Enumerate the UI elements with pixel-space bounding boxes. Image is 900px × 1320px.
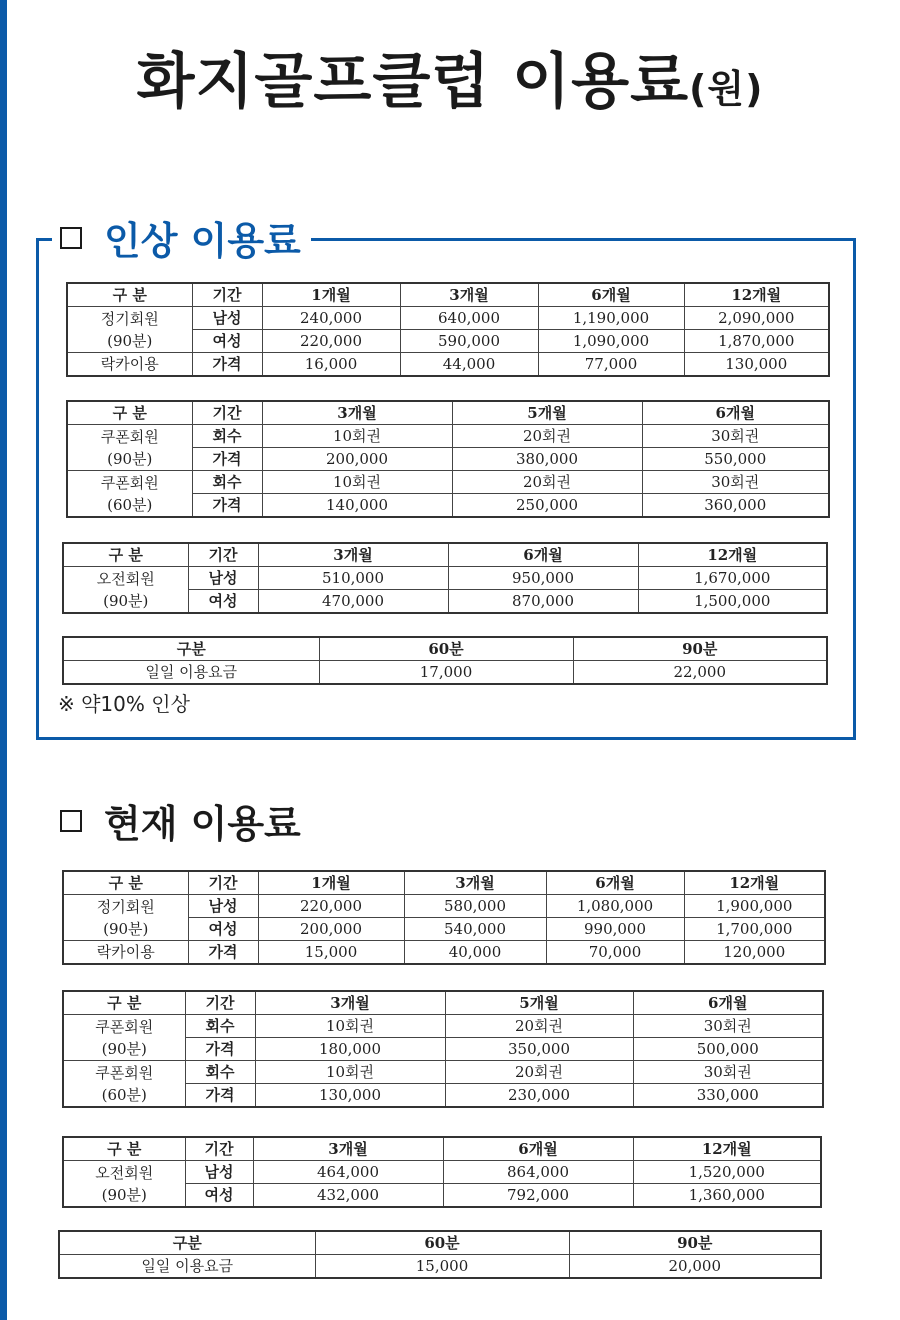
value-cell: 220,000 bbox=[262, 330, 400, 353]
value-cell: 464,000 bbox=[253, 1161, 443, 1184]
value-cell: 864,000 bbox=[443, 1161, 633, 1184]
type-cell: 가격 bbox=[192, 448, 262, 471]
header-cell: 3개월 bbox=[253, 1137, 443, 1161]
row-label-regular: 정기회원 (90분) bbox=[67, 307, 192, 353]
header-cell: 12개월 bbox=[684, 283, 829, 307]
header-cell: 기간 bbox=[188, 543, 258, 567]
value-cell: 120,000 bbox=[684, 941, 825, 965]
header-cell: 구 분 bbox=[63, 991, 185, 1015]
new-daily-fee-table bbox=[62, 636, 828, 685]
header-cell: 구 분 bbox=[63, 543, 188, 567]
value-cell: 230,000 bbox=[445, 1084, 633, 1108]
value-cell: 200,000 bbox=[262, 448, 452, 471]
new-coupon-fee-table bbox=[66, 400, 830, 518]
value-cell: 15,000 bbox=[258, 941, 404, 965]
value-cell: 180,000 bbox=[255, 1038, 445, 1061]
value-cell: 990,000 bbox=[546, 918, 684, 941]
row-label-locker: 락카이용 bbox=[67, 353, 192, 377]
header-cell: 구 분 bbox=[63, 871, 188, 895]
header-cell: 6개월 bbox=[633, 991, 823, 1015]
gender-cell: 남성 bbox=[188, 895, 258, 918]
checkbox-icon bbox=[60, 227, 82, 249]
header-cell: 구 분 bbox=[67, 283, 192, 307]
value-cell: 250,000 bbox=[452, 494, 642, 518]
left-accent-bar bbox=[0, 0, 7, 1320]
current-morning-fee-table bbox=[62, 1136, 822, 1208]
value-cell: 432,000 bbox=[253, 1184, 443, 1208]
value-cell: 30회권 bbox=[642, 425, 829, 448]
header-cell: 60분 bbox=[315, 1231, 569, 1255]
value-cell: 130,000 bbox=[255, 1084, 445, 1108]
current-coupon-fee-table bbox=[62, 990, 824, 1108]
type-cell: 가격 bbox=[185, 1038, 255, 1061]
current-member-fee-table bbox=[62, 870, 826, 965]
row-label-morning: 오전회원 (90분) bbox=[63, 1161, 185, 1208]
header-cell: 1개월 bbox=[258, 871, 404, 895]
gender-cell: 남성 bbox=[188, 567, 258, 590]
value-cell: 1,520,000 bbox=[633, 1161, 821, 1184]
value-cell: 870,000 bbox=[448, 590, 638, 614]
value-cell: 1,870,000 bbox=[684, 330, 829, 353]
title-unit: (원) bbox=[689, 67, 764, 111]
header-cell: 3개월 bbox=[400, 283, 538, 307]
header-cell: 90분 bbox=[569, 1231, 821, 1255]
value-cell: 1,670,000 bbox=[638, 567, 827, 590]
type-cell: 가격 bbox=[192, 353, 262, 377]
row-label-daily: 일일 이용요금 bbox=[63, 661, 319, 685]
header-cell: 90분 bbox=[573, 637, 827, 661]
value-cell: 360,000 bbox=[642, 494, 829, 518]
value-cell: 792,000 bbox=[443, 1184, 633, 1208]
value-cell: 10회권 bbox=[255, 1061, 445, 1084]
value-cell: 1,500,000 bbox=[638, 590, 827, 614]
row-label-coupon-60: 쿠폰회원 (60분) bbox=[67, 471, 192, 518]
header-cell: 12개월 bbox=[684, 871, 825, 895]
row-label-morning: 오전회원 (90분) bbox=[63, 567, 188, 614]
header-cell: 1개월 bbox=[262, 283, 400, 307]
type-cell: 회수 bbox=[185, 1015, 255, 1038]
value-cell: 1,080,000 bbox=[546, 895, 684, 918]
type-cell: 가격 bbox=[185, 1084, 255, 1108]
header-cell: 구분 bbox=[59, 1231, 315, 1255]
value-cell: 30회권 bbox=[633, 1061, 823, 1084]
type-cell: 가격 bbox=[192, 494, 262, 518]
value-cell: 20회권 bbox=[445, 1061, 633, 1084]
header-cell: 6개월 bbox=[642, 401, 829, 425]
value-cell: 130,000 bbox=[684, 353, 829, 377]
header-cell: 3개월 bbox=[258, 543, 448, 567]
increase-note: ※ 약10% 인상 bbox=[58, 692, 190, 716]
type-cell: 회수 bbox=[192, 425, 262, 448]
row-label-daily: 일일 이용요금 bbox=[59, 1255, 315, 1279]
value-cell: 10회권 bbox=[262, 425, 452, 448]
current-fee-heading: 현재 이용료 bbox=[52, 793, 311, 848]
value-cell: 240,000 bbox=[262, 307, 400, 330]
header-cell: 60분 bbox=[319, 637, 573, 661]
value-cell: 550,000 bbox=[642, 448, 829, 471]
row-label-coupon-90: 쿠폰회원 (90분) bbox=[63, 1015, 185, 1061]
header-cell: 3개월 bbox=[262, 401, 452, 425]
value-cell: 1,090,000 bbox=[538, 330, 684, 353]
new-morning-fee-table bbox=[62, 542, 828, 614]
value-cell: 22,000 bbox=[573, 661, 827, 685]
value-cell: 20회권 bbox=[452, 471, 642, 494]
value-cell: 17,000 bbox=[319, 661, 573, 685]
page-title: 화지골프클럽 이용료(원) bbox=[136, 47, 764, 117]
value-cell: 20,000 bbox=[569, 1255, 821, 1279]
row-label-locker: 락카이용 bbox=[63, 941, 188, 965]
type-cell: 가격 bbox=[188, 941, 258, 965]
value-cell: 500,000 bbox=[633, 1038, 823, 1061]
value-cell: 590,000 bbox=[400, 330, 538, 353]
row-label-coupon-60: 쿠폰회원 (60분) bbox=[63, 1061, 185, 1108]
value-cell: 30회권 bbox=[642, 471, 829, 494]
header-cell: 기간 bbox=[185, 991, 255, 1015]
value-cell: 640,000 bbox=[400, 307, 538, 330]
value-cell: 950,000 bbox=[448, 567, 638, 590]
header-cell: 12개월 bbox=[633, 1137, 821, 1161]
value-cell: 140,000 bbox=[262, 494, 452, 518]
value-cell: 10회권 bbox=[255, 1015, 445, 1038]
value-cell: 330,000 bbox=[633, 1084, 823, 1108]
header-cell: 6개월 bbox=[538, 283, 684, 307]
value-cell: 220,000 bbox=[258, 895, 404, 918]
value-cell: 380,000 bbox=[452, 448, 642, 471]
gender-cell: 여성 bbox=[185, 1184, 253, 1208]
value-cell: 16,000 bbox=[262, 353, 400, 377]
header-cell: 5개월 bbox=[445, 991, 633, 1015]
value-cell: 10회권 bbox=[262, 471, 452, 494]
value-cell: 350,000 bbox=[445, 1038, 633, 1061]
new-member-fee-table bbox=[66, 282, 830, 377]
value-cell: 20회권 bbox=[445, 1015, 633, 1038]
header-cell: 3개월 bbox=[404, 871, 546, 895]
gender-cell: 남성 bbox=[185, 1161, 253, 1184]
header-cell: 기간 bbox=[192, 401, 262, 425]
row-label-regular: 정기회원 (90분) bbox=[63, 895, 188, 941]
header-cell: 구분 bbox=[63, 637, 319, 661]
value-cell: 20회권 bbox=[452, 425, 642, 448]
value-cell: 30회권 bbox=[633, 1015, 823, 1038]
value-cell: 1,190,000 bbox=[538, 307, 684, 330]
value-cell: 2,090,000 bbox=[684, 307, 829, 330]
header-cell: 기간 bbox=[188, 871, 258, 895]
header-cell: 3개월 bbox=[255, 991, 445, 1015]
type-cell: 회수 bbox=[192, 471, 262, 494]
header-cell: 12개월 bbox=[638, 543, 827, 567]
value-cell: 540,000 bbox=[404, 918, 546, 941]
row-label-coupon-90: 쿠폰회원 (90분) bbox=[67, 425, 192, 471]
current-daily-fee-table bbox=[58, 1230, 822, 1279]
header-cell: 기간 bbox=[185, 1137, 253, 1161]
gender-cell: 여성 bbox=[192, 330, 262, 353]
header-cell: 5개월 bbox=[452, 401, 642, 425]
value-cell: 510,000 bbox=[258, 567, 448, 590]
header-cell: 6개월 bbox=[443, 1137, 633, 1161]
header-cell: 6개월 bbox=[546, 871, 684, 895]
header-cell: 6개월 bbox=[448, 543, 638, 567]
value-cell: 77,000 bbox=[538, 353, 684, 377]
value-cell: 1,360,000 bbox=[633, 1184, 821, 1208]
new-fee-heading: 인상 이용료 bbox=[52, 210, 311, 265]
gender-cell: 여성 bbox=[188, 590, 258, 614]
value-cell: 1,700,000 bbox=[684, 918, 825, 941]
value-cell: 15,000 bbox=[315, 1255, 569, 1279]
gender-cell: 남성 bbox=[192, 307, 262, 330]
header-cell: 구 분 bbox=[63, 1137, 185, 1161]
checkbox-icon bbox=[60, 810, 82, 832]
header-cell: 기간 bbox=[192, 283, 262, 307]
value-cell: 44,000 bbox=[400, 353, 538, 377]
value-cell: 200,000 bbox=[258, 918, 404, 941]
value-cell: 1,900,000 bbox=[684, 895, 825, 918]
value-cell: 580,000 bbox=[404, 895, 546, 918]
gender-cell: 여성 bbox=[188, 918, 258, 941]
value-cell: 470,000 bbox=[258, 590, 448, 614]
header-cell: 구 분 bbox=[67, 401, 192, 425]
value-cell: 70,000 bbox=[546, 941, 684, 965]
value-cell: 40,000 bbox=[404, 941, 546, 965]
type-cell: 회수 bbox=[185, 1061, 255, 1084]
